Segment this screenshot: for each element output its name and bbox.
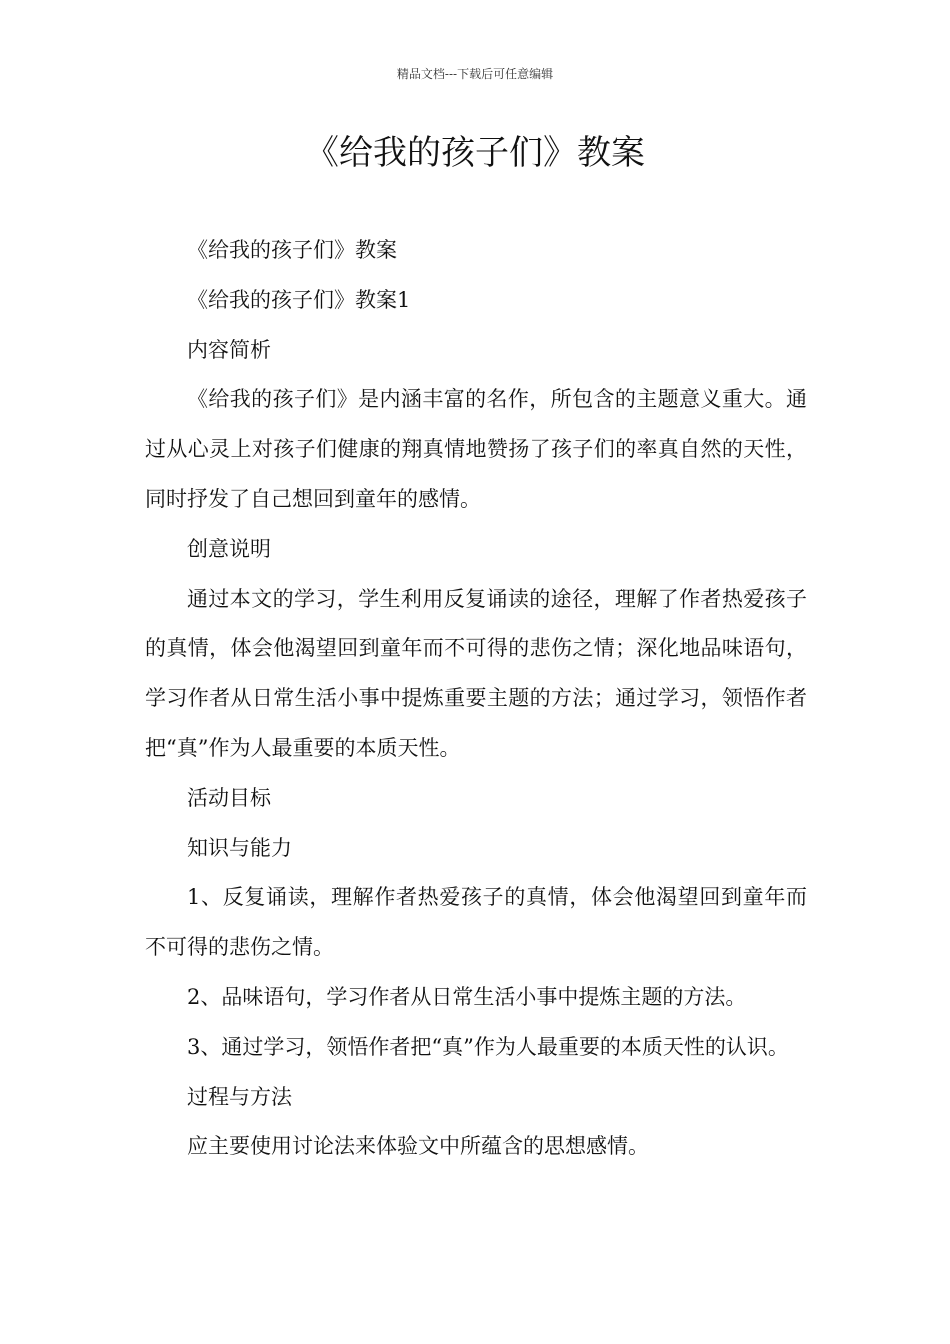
paragraph-subtitle: 《给我的孩子们》教案 <box>187 238 397 262</box>
paragraph-creative-notes: 通过本文的学习，学生利用反复诵读的途径，理解了作者热爱孩子的真情，体会他渴望回到童年而不可得的悲伤之情；深化地品味语句，学习作者从日常生活小事中提炼重要主题的方法；通过学习，领悟作者把“真”作为人最重要的本质天性。 <box>145 586 807 760</box>
list-item-goal-2: 2、品味语句，学习作者从日常生活小事中提炼主题的方法。 <box>187 984 747 1009</box>
heading-process-method: 过程与方法 <box>187 1084 292 1109</box>
paragraph-content-summary: 《给我的孩子们》是内涵丰富的名作，所包含的主题意义重大。通过从心灵上对孩子们健康的翔真情地赞扬了孩子们的率真自然的天性，同时抒发了自己想回到童年的感情。 <box>145 387 807 511</box>
heading-activity-goals: 活动目标 <box>187 785 271 810</box>
header-watermark: 精品文档---下载后可任意编辑 <box>396 67 554 81</box>
paragraph-lesson-number: 《给我的孩子们》教案1 <box>187 287 411 312</box>
document-body <box>145 226 807 1172</box>
paragraph-process-method: 应主要使用讨论法来体验文中所蕴含的思想感情。 <box>187 1134 649 1159</box>
list-item-goal-1: 1、反复诵读，理解作者热爱孩子的真情，体会他渴望回到童年而不可得的悲伤之情。 <box>145 885 807 960</box>
heading-knowledge-ability: 知识与能力 <box>187 835 292 860</box>
document-title: 《给我的孩子们》教案 <box>305 133 645 173</box>
heading-content-summary: 内容简析 <box>187 337 271 362</box>
heading-creative-notes: 创意说明 <box>187 536 271 561</box>
list-item-goal-3: 3、通过学习，领悟作者把“真”作为人最重要的本质天性的认识。 <box>187 1034 789 1059</box>
